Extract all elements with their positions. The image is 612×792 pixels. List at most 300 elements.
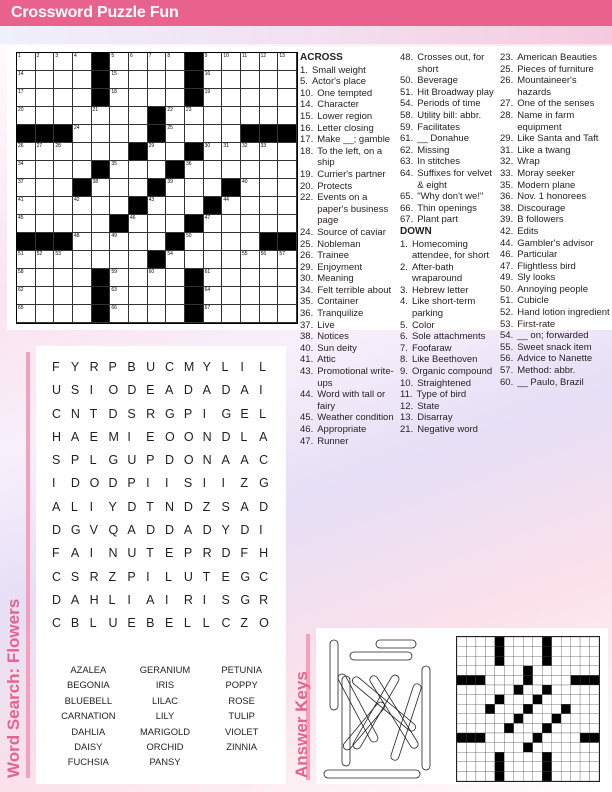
answer-cell[interactable] — [36, 143, 55, 161]
answer-cell[interactable] — [185, 125, 204, 143]
answer-cell[interactable] — [204, 287, 223, 305]
word-search-letter[interactable]: C — [221, 616, 231, 631]
answer-cell[interactable] — [222, 53, 241, 71]
answer-cell[interactable] — [166, 287, 185, 305]
answer-cell[interactable] — [17, 287, 36, 305]
word-search-letter[interactable]: A — [70, 429, 80, 444]
word-search-letter[interactable]: D — [127, 383, 137, 398]
word-search-letter[interactable]: T — [146, 546, 154, 561]
word-search-letter[interactable]: M — [108, 429, 119, 444]
word-search-letter[interactable]: H — [89, 592, 99, 607]
answer-cell[interactable] — [241, 53, 260, 71]
word-search-letter[interactable]: O — [165, 429, 175, 444]
answer-cell[interactable] — [110, 179, 129, 197]
answer-cell[interactable] — [54, 71, 73, 89]
word-search-letter[interactable]: O — [183, 453, 194, 468]
answer-cell[interactable] — [260, 161, 279, 179]
word-search-letter[interactable]: I — [221, 476, 225, 491]
word-search-letter[interactable]: F — [52, 546, 60, 561]
answer-cell[interactable] — [36, 215, 55, 233]
answer-cell[interactable] — [241, 179, 260, 197]
answer-cell[interactable] — [204, 215, 223, 233]
word-search-letter[interactable]: R — [89, 569, 99, 584]
answer-cell[interactable] — [110, 71, 129, 89]
word-search-letter[interactable]: A — [165, 383, 174, 398]
word-search-letter[interactable]: A — [259, 429, 268, 444]
word-search-letter[interactable]: E — [240, 406, 249, 421]
answer-cell[interactable] — [241, 305, 260, 323]
answer-cell[interactable] — [241, 107, 260, 125]
word-search-letter[interactable]: B — [127, 360, 136, 374]
word-search-letter[interactable]: T — [202, 569, 211, 584]
word-search-letter[interactable]: C — [165, 360, 175, 374]
answer-cell[interactable] — [54, 197, 73, 215]
answer-cell[interactable] — [92, 179, 111, 197]
answer-cell[interactable] — [222, 197, 241, 215]
answer-cell[interactable] — [54, 287, 73, 305]
answer-cell[interactable] — [54, 161, 73, 179]
answer-cell[interactable] — [222, 125, 241, 143]
word-search-letter[interactable]: S — [221, 499, 230, 514]
answer-cell[interactable] — [54, 179, 73, 197]
answer-cell[interactable] — [129, 269, 148, 287]
answer-cell[interactable] — [36, 305, 55, 323]
word-search-letter[interactable]: U — [146, 360, 156, 374]
answer-cell[interactable] — [222, 107, 241, 125]
word-search-letter[interactable]: A — [202, 383, 211, 398]
answer-cell[interactable] — [278, 53, 297, 71]
word-search-letter[interactable]: C — [259, 453, 269, 468]
word-search-letter[interactable]: I — [146, 569, 150, 584]
answer-cell[interactable] — [73, 71, 92, 89]
answer-cell[interactable] — [73, 107, 92, 125]
answer-cell[interactable] — [204, 107, 223, 125]
answer-cell[interactable] — [148, 71, 167, 89]
answer-cell[interactable] — [17, 305, 36, 323]
answer-cell[interactable] — [222, 161, 241, 179]
answer-cell[interactable] — [129, 125, 148, 143]
answer-cell[interactable] — [260, 179, 279, 197]
word-search-letter[interactable]: R — [146, 406, 156, 421]
word-search-letter[interactable]: I — [259, 523, 263, 538]
answer-cell[interactable] — [278, 161, 297, 179]
answer-cell[interactable] — [148, 143, 167, 161]
word-search-letter[interactable]: D — [221, 546, 231, 561]
word-search-letter[interactable]: B — [146, 616, 155, 631]
answer-cell[interactable] — [36, 89, 55, 107]
answer-cell[interactable] — [278, 143, 297, 161]
answer-cell[interactable] — [92, 251, 111, 269]
word-search-letter[interactable]: Z — [108, 569, 117, 584]
answer-cell[interactable] — [17, 197, 36, 215]
word-search-letter[interactable]: G — [165, 406, 175, 421]
word-search-letter[interactable]: A — [240, 499, 249, 514]
answer-cell[interactable] — [222, 287, 241, 305]
answer-cell[interactable] — [36, 251, 55, 269]
word-search-letter[interactable]: Z — [202, 499, 211, 514]
word-search-letter[interactable]: Q — [108, 523, 119, 538]
word-search-letter[interactable]: L — [70, 499, 78, 514]
answer-cell[interactable] — [222, 215, 241, 233]
answer-cell[interactable] — [129, 89, 148, 107]
word-search-letter[interactable]: G — [240, 569, 251, 584]
answer-cell[interactable] — [166, 125, 185, 143]
word-search-letter[interactable]: O — [183, 429, 194, 444]
answer-cell[interactable] — [185, 197, 204, 215]
answer-cell[interactable] — [148, 287, 167, 305]
word-search-letter[interactable]: R — [202, 546, 212, 561]
answer-cell[interactable] — [204, 233, 223, 251]
answer-cell[interactable] — [54, 215, 73, 233]
word-search-letter[interactable]: F — [52, 360, 60, 374]
answer-cell[interactable] — [54, 269, 73, 287]
word-search-letter[interactable]: E — [146, 429, 155, 444]
word-search-letter[interactable]: A — [52, 499, 61, 514]
answer-cell[interactable] — [260, 287, 279, 305]
word-search-letter[interactable]: I — [259, 383, 263, 398]
answer-cell[interactable] — [204, 305, 223, 323]
word-search-letter[interactable]: U — [108, 616, 118, 631]
answer-cell[interactable] — [110, 161, 129, 179]
answer-cell[interactable] — [92, 233, 111, 251]
answer-cell[interactable] — [73, 305, 92, 323]
word-search-letter[interactable]: T — [146, 499, 154, 514]
word-search-letter[interactable]: N — [108, 546, 118, 561]
answer-cell[interactable] — [73, 197, 92, 215]
answer-cell[interactable] — [204, 179, 223, 197]
answer-cell[interactable] — [129, 71, 148, 89]
word-search-letter[interactable]: G — [221, 406, 232, 421]
answer-cell[interactable] — [166, 305, 185, 323]
word-search-letter[interactable]: P — [108, 360, 117, 374]
word-search-letter[interactable]: G — [108, 453, 119, 468]
word-search-letter[interactable]: E — [146, 383, 155, 398]
word-search-letter[interactable]: D — [240, 523, 250, 538]
answer-cell[interactable] — [185, 251, 204, 269]
word-search-letter[interactable]: S — [52, 453, 61, 468]
answer-cell[interactable] — [73, 233, 92, 251]
answer-cell[interactable] — [17, 89, 36, 107]
answer-cell[interactable] — [241, 215, 260, 233]
word-search-letter[interactable]: U — [127, 453, 137, 468]
word-search-letter[interactable]: L — [165, 569, 172, 584]
answer-cell[interactable] — [241, 143, 260, 161]
word-search-letter[interactable]: U — [52, 383, 62, 398]
word-search-letter[interactable]: P — [183, 546, 193, 561]
word-search-letter[interactable]: C — [259, 569, 269, 584]
answer-cell[interactable] — [92, 143, 111, 161]
answer-cell[interactable] — [148, 53, 167, 71]
answer-cell[interactable] — [110, 269, 129, 287]
answer-cell[interactable] — [54, 107, 73, 125]
answer-cell[interactable] — [222, 143, 241, 161]
word-search-letter[interactable]: V — [89, 523, 98, 538]
answer-cell[interactable] — [278, 107, 297, 125]
word-search-letter[interactable]: L — [259, 360, 267, 374]
answer-cell[interactable] — [36, 53, 55, 71]
answer-cell[interactable] — [260, 143, 279, 161]
answer-cell[interactable] — [17, 179, 36, 197]
answer-cell[interactable] — [148, 215, 167, 233]
answer-cell[interactable] — [73, 53, 92, 71]
answer-cell[interactable] — [73, 215, 92, 233]
answer-cell[interactable] — [129, 215, 148, 233]
answer-cell[interactable] — [73, 287, 92, 305]
answer-cell[interactable] — [278, 71, 297, 89]
word-search-letter[interactable]: G — [70, 523, 81, 538]
word-search-letter[interactable]: I — [165, 476, 169, 491]
word-search-letter[interactable]: I — [89, 546, 94, 561]
answer-cell[interactable] — [148, 89, 167, 107]
answer-cell[interactable] — [92, 197, 111, 215]
word-search-letter[interactable]: R — [259, 592, 269, 607]
word-search-letter[interactable]: A — [70, 592, 80, 607]
word-search-letter[interactable]: A — [183, 523, 193, 538]
word-search-letter[interactable]: D — [127, 499, 137, 514]
word-search-letter[interactable]: U — [127, 546, 137, 561]
answer-cell[interactable] — [166, 107, 185, 125]
answer-cell[interactable] — [278, 215, 297, 233]
word-search-letter[interactable]: O — [259, 616, 269, 631]
word-search-letter[interactable]: Y — [108, 499, 117, 514]
answer-cell[interactable] — [241, 197, 260, 215]
word-search-letter[interactable]: I — [89, 499, 94, 514]
answer-cell[interactable] — [54, 305, 73, 323]
word-search-letter[interactable]: D — [183, 499, 193, 514]
word-search-letter[interactable]: E — [165, 546, 174, 561]
answer-cell[interactable] — [148, 305, 167, 323]
answer-cell[interactable] — [204, 269, 223, 287]
word-search-letter[interactable]: I — [52, 476, 56, 491]
word-search-letter[interactable]: I — [240, 360, 244, 374]
word-search-letter[interactable]: Y — [202, 360, 211, 374]
answer-cell[interactable] — [92, 215, 111, 233]
answer-cell[interactable] — [17, 53, 36, 71]
answer-cell[interactable] — [278, 269, 297, 287]
answer-cell[interactable] — [278, 89, 297, 107]
answer-cell[interactable] — [129, 251, 148, 269]
answer-cell[interactable] — [166, 269, 185, 287]
word-search-letter[interactable]: N — [165, 499, 175, 514]
answer-cell[interactable] — [73, 89, 92, 107]
word-search-letter[interactable]: R — [183, 592, 193, 607]
answer-cell[interactable] — [17, 269, 36, 287]
answer-cell[interactable] — [54, 89, 73, 107]
word-search-letter[interactable]: L — [240, 429, 248, 444]
answer-cell[interactable] — [241, 251, 260, 269]
word-search-letter[interactable]: C — [52, 569, 62, 584]
answer-cell[interactable] — [222, 305, 241, 323]
answer-cell[interactable] — [110, 251, 129, 269]
answer-cell[interactable] — [204, 89, 223, 107]
answer-cell[interactable] — [54, 251, 73, 269]
word-search-letter[interactable]: L — [202, 616, 210, 631]
answer-cell[interactable] — [260, 53, 279, 71]
answer-cell[interactable] — [36, 179, 55, 197]
word-search-letter[interactable]: I — [146, 476, 150, 491]
word-search-letter[interactable]: O — [89, 476, 100, 491]
answer-cell[interactable] — [166, 197, 185, 215]
word-search-letter[interactable]: C — [52, 406, 62, 421]
answer-cell[interactable] — [241, 71, 260, 89]
word-search-letter[interactable]: Y — [70, 360, 80, 374]
word-search-letter[interactable]: D — [108, 476, 118, 491]
answer-cell[interactable] — [260, 251, 279, 269]
answer-cell[interactable] — [166, 71, 185, 89]
answer-cell[interactable] — [166, 89, 185, 107]
answer-cell[interactable] — [36, 107, 55, 125]
answer-cell[interactable] — [185, 161, 204, 179]
word-search-letter[interactable]: F — [240, 546, 248, 561]
word-search-letter[interactable]: L — [89, 453, 97, 468]
answer-cell[interactable] — [222, 251, 241, 269]
answer-cell[interactable] — [73, 143, 92, 161]
word-search-letter[interactable]: I — [127, 592, 131, 607]
word-search-letter[interactable]: D — [221, 383, 231, 398]
word-search-letter[interactable]: U — [183, 569, 193, 584]
word-search-letter[interactable]: E — [127, 616, 136, 631]
answer-cell[interactable] — [148, 197, 167, 215]
word-search-letter[interactable]: S — [221, 592, 230, 607]
word-search-letter[interactable]: S — [70, 569, 80, 584]
word-search-letter[interactable]: D — [146, 523, 156, 538]
answer-cell[interactable] — [241, 269, 260, 287]
answer-cell[interactable] — [260, 215, 279, 233]
answer-cell[interactable] — [110, 53, 129, 71]
answer-cell[interactable] — [110, 305, 129, 323]
answer-cell[interactable] — [148, 269, 167, 287]
word-search-letter[interactable]: Y — [221, 523, 230, 538]
word-search-letter[interactable]: L — [259, 406, 267, 421]
word-search-letter[interactable]: D — [165, 523, 175, 538]
answer-cell[interactable] — [222, 71, 241, 89]
word-search-letter[interactable]: I — [89, 383, 94, 398]
word-search-letter[interactable]: P — [127, 569, 136, 584]
word-search-letter[interactable]: C — [52, 616, 62, 631]
answer-cell[interactable] — [166, 251, 185, 269]
answer-cell[interactable] — [166, 215, 185, 233]
word-search-letter[interactable]: A — [70, 546, 80, 561]
word-search-letter[interactable]: A — [221, 453, 230, 468]
word-search-letter[interactable]: T — [89, 406, 98, 421]
word-search-letter[interactable]: D — [221, 429, 231, 444]
word-search-letter[interactable]: L — [221, 360, 229, 374]
answer-cell[interactable] — [278, 179, 297, 197]
answer-cell[interactable] — [222, 269, 241, 287]
word-search-letter[interactable]: P — [127, 476, 136, 491]
word-search-letter[interactable]: D — [52, 523, 62, 538]
answer-cell[interactable] — [185, 233, 204, 251]
answer-cell[interactable] — [241, 161, 260, 179]
answer-cell[interactable] — [110, 233, 129, 251]
answer-cell[interactable] — [204, 71, 223, 89]
answer-cell[interactable] — [54, 53, 73, 71]
answer-cell[interactable] — [17, 71, 36, 89]
answer-cell[interactable] — [36, 269, 55, 287]
word-search-letter[interactable]: A — [240, 383, 249, 398]
word-search-letter[interactable]: H — [259, 546, 269, 561]
answer-cell[interactable] — [17, 143, 36, 161]
answer-cell[interactable] — [204, 125, 223, 143]
word-search-letter[interactable]: L — [89, 616, 97, 631]
answer-cell[interactable] — [110, 125, 129, 143]
word-search-letter[interactable]: H — [52, 429, 62, 444]
answer-cell[interactable] — [148, 161, 167, 179]
word-search-letter[interactable]: D — [165, 453, 175, 468]
word-search-letter[interactable]: G — [240, 592, 251, 607]
answer-cell[interactable] — [110, 143, 129, 161]
word-search-letter[interactable]: P — [183, 406, 193, 421]
answer-cell[interactable] — [260, 305, 279, 323]
answer-cell[interactable] — [129, 305, 148, 323]
answer-cell[interactable] — [73, 251, 92, 269]
answer-cell[interactable] — [110, 197, 129, 215]
word-search-letter[interactable]: A — [146, 592, 155, 607]
answer-cell[interactable] — [129, 287, 148, 305]
answer-cell[interactable] — [54, 143, 73, 161]
word-search-letter[interactable]: L — [183, 616, 191, 631]
answer-cell[interactable] — [241, 89, 260, 107]
word-search-letter[interactable]: N — [202, 453, 212, 468]
word-search-grid[interactable] — [52, 356, 278, 636]
word-search-letter[interactable]: A — [240, 453, 249, 468]
word-search-letter[interactable]: S — [70, 383, 80, 398]
answer-cell[interactable] — [185, 107, 204, 125]
answer-cell[interactable] — [260, 269, 279, 287]
answer-cell[interactable] — [92, 107, 111, 125]
word-search-letter[interactable]: E — [89, 429, 98, 444]
word-search-letter[interactable]: O — [108, 383, 119, 398]
word-search-letter[interactable]: S — [127, 406, 136, 421]
word-search-letter[interactable]: D — [202, 523, 212, 538]
answer-cell[interactable] — [260, 107, 279, 125]
word-search-letter[interactable]: I — [202, 476, 207, 491]
word-search-letter[interactable]: G — [259, 476, 269, 491]
word-search-letter[interactable]: I — [202, 592, 207, 607]
answer-cell[interactable] — [110, 89, 129, 107]
answer-cell[interactable] — [260, 89, 279, 107]
answer-cell[interactable] — [17, 215, 36, 233]
answer-cell[interactable] — [260, 71, 279, 89]
word-search-letter[interactable]: I — [127, 429, 131, 444]
word-search-letter[interactable]: E — [165, 616, 174, 631]
word-search-letter[interactable]: Z — [240, 616, 248, 631]
answer-cell[interactable] — [36, 71, 55, 89]
answer-cell[interactable] — [129, 161, 148, 179]
answer-cell[interactable] — [241, 233, 260, 251]
answer-cell[interactable] — [73, 269, 92, 287]
word-search-letter[interactable]: N — [70, 406, 80, 421]
answer-cell[interactable] — [241, 287, 260, 305]
answer-cell[interactable] — [129, 107, 148, 125]
word-search-letter[interactable]: D — [259, 499, 269, 514]
word-search-letter[interactable]: P — [70, 453, 80, 468]
answer-cell[interactable] — [17, 251, 36, 269]
word-search-letter[interactable]: L — [108, 592, 116, 607]
word-search-letter[interactable]: S — [183, 476, 193, 491]
answer-cell[interactable] — [278, 197, 297, 215]
word-search-letter[interactable]: E — [221, 569, 230, 584]
answer-cell[interactable] — [129, 233, 148, 251]
answer-cell[interactable] — [166, 143, 185, 161]
answer-cell[interactable] — [129, 179, 148, 197]
answer-cell[interactable] — [36, 287, 55, 305]
answer-cell[interactable] — [36, 161, 55, 179]
word-search-letter[interactable]: R — [89, 360, 99, 374]
answer-cell[interactable] — [148, 233, 167, 251]
answer-cell[interactable] — [204, 53, 223, 71]
answer-cell[interactable] — [110, 107, 129, 125]
